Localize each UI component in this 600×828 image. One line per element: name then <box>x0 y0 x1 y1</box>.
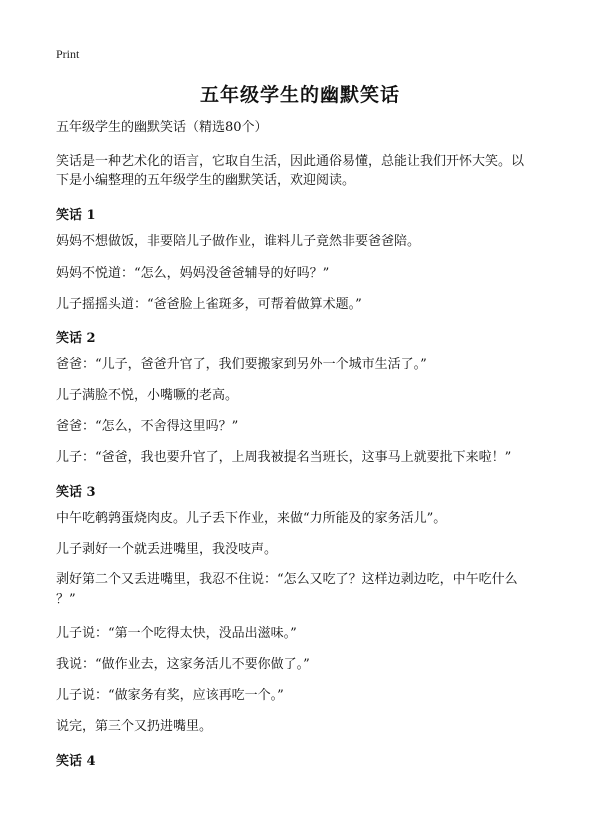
joke-line: 中午吃鹌鹑蛋烧肉皮。儿子丢下作业，来做“力所能及的家务活儿”。 <box>56 511 447 526</box>
joke-line: 妈妈不悦道：“怎么，妈妈没爸爸辅导的好吗？” <box>56 266 330 281</box>
joke-heading: 笑话 1 <box>56 208 96 223</box>
joke-line: 儿子说：“做家务有奖，应该再吃一个。” <box>56 688 284 703</box>
joke-line: 剥好第二个又丢进嘴里，我忍不住说：“怎么又吃了？这样边剥边吃，中午吃什么 <box>56 572 518 587</box>
joke-line: 妈妈不想做饭，非要陪儿子做作业，谁料儿子竟然非要爸爸陪。 <box>56 234 421 249</box>
joke-line: 爸爸：“儿子，爸爸升官了，我们要搬家到另外一个城市生活了。” <box>56 357 427 372</box>
joke-heading: 笑话 2 <box>56 331 96 346</box>
joke-line: 儿子摇摇头道：“爸爸脸上雀斑多，可帮着做算术题。” <box>56 297 362 312</box>
joke-line: ？” <box>56 592 76 607</box>
joke-line: 我说：“做作业去，这家务活儿不要你做了。” <box>56 657 310 672</box>
joke-line: 儿子说：“第一个吃得太快，没品出滋味。” <box>56 626 297 641</box>
joke-line: 儿子满脸不悦，小嘴噘的老高。 <box>56 388 239 403</box>
intro-line: 下是小编整理的五年级学生的幽默笑话，欢迎阅读。 <box>56 173 356 188</box>
joke-line: 儿子剥好一个就丢进嘴里，我没吱声。 <box>56 542 278 557</box>
intro-line: 笑话是一种艺术化的语言，它取自生活，因此通俗易懂，总能让我们开怀大笑。以 <box>56 154 525 169</box>
print-link[interactable]: Print <box>56 47 80 61</box>
joke-heading: 笑话 4 <box>56 754 96 769</box>
joke-line: 爸爸：“怎么，不舍得这里吗？” <box>56 419 239 434</box>
subtitle: 五年级学生的幽默笑话（精选80个） <box>56 120 268 135</box>
joke-heading: 笑话 3 <box>56 485 96 500</box>
joke-line: 说完，第三个又扔进嘴里。 <box>56 719 213 734</box>
page-title: 五年级学生的幽默笑话 <box>199 84 400 106</box>
joke-line: 儿子：“爸爸，我也要升官了，上周我被提名当班长，这事马上就要批下来啦！” <box>56 450 512 465</box>
